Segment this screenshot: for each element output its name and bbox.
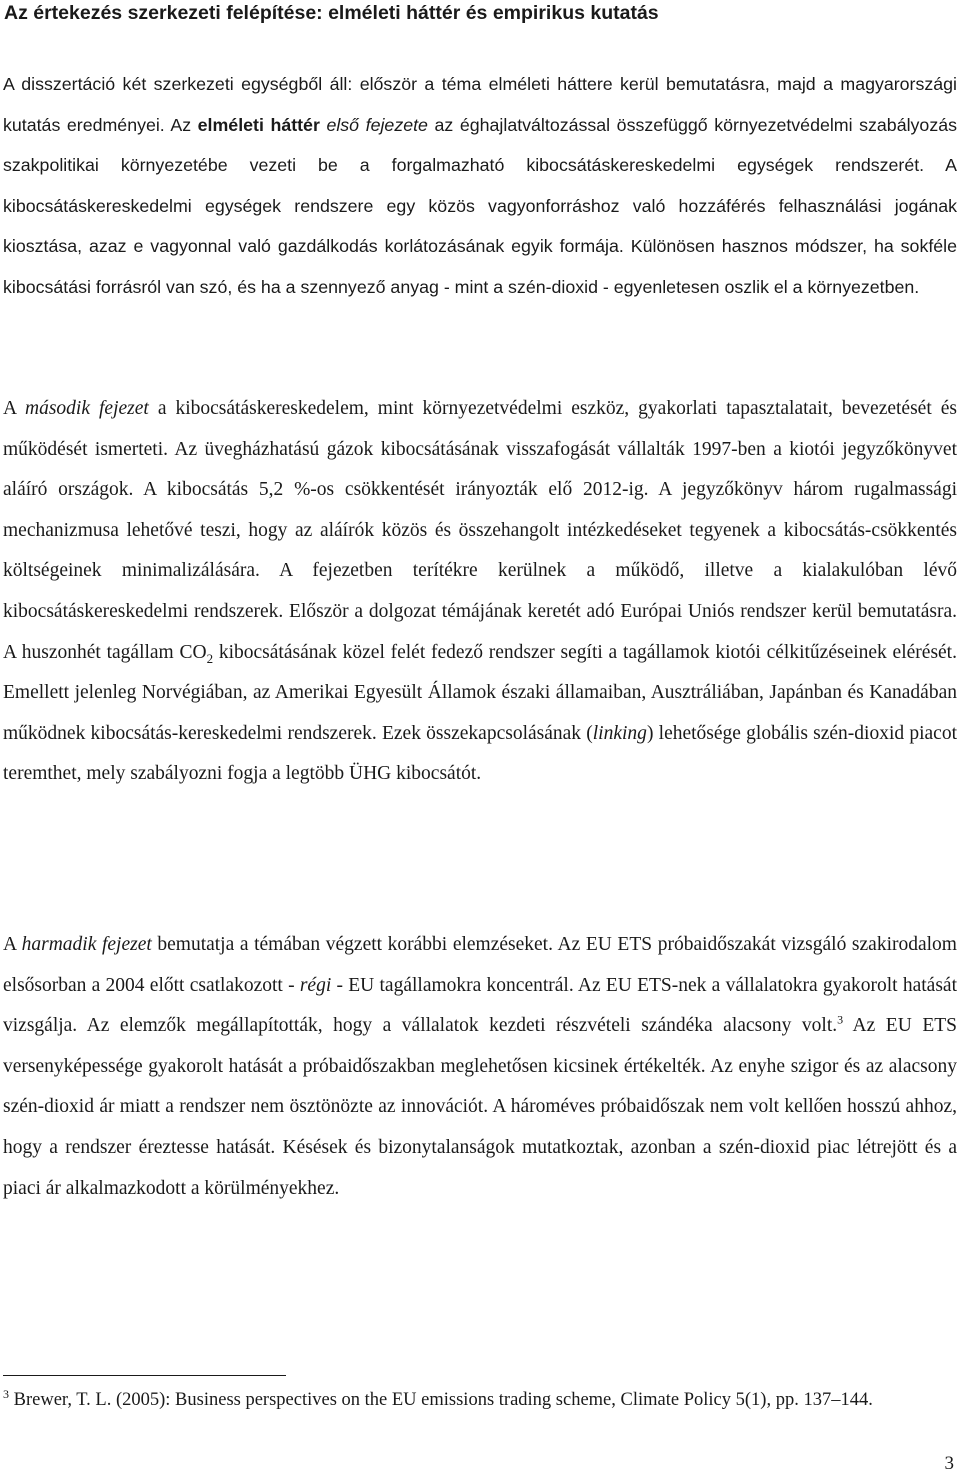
footnote (3, 1386, 957, 1414)
paragraph-second-chapter (3, 389, 957, 795)
footnote-separator (3, 1375, 286, 1376)
paragraph-text: A (3, 934, 22, 955)
paragraph-theoretical-background (3, 64, 957, 308)
italic-term: linking (592, 722, 647, 744)
paragraph-text: - EU tagállamokra koncentrál. Az EU ETS-nek a vállalatokra gyakorolt hatását vizsgálja. Az elemzők megállapították, hogy a vállalatok kezdeti részvételi szándéka alacsony volt. (3, 974, 957, 1037)
footnote-reference: 3 (837, 1012, 844, 1027)
paragraph-third-chapter (3, 925, 957, 1209)
italic-term: második fejezet (25, 398, 149, 419)
paragraph-text: kibocsátásának közel felét fedező rendszer segíti a tagállamok kiotói célkitűzéseinek elérését. Emellett jelenleg Norvégiában, az Amerikai Egyesült Államok északi államaiban, Ausztráliában, Japánban és Kanadában működnek kibocsátás-kereskedelmi rendszerek. Ezek összekapcsolásának ( (3, 641, 957, 744)
italic-term: régi (299, 974, 332, 996)
page-number: 3 (944, 1453, 954, 1474)
italic-term: első fejezete (326, 114, 428, 135)
paragraph-text: ) lehetősége globális szén-dioxid piacot teremthet, mely szabályozni fogja a legtöbb ÜHG kibocsátót. (3, 722, 957, 785)
paragraph-text: bemutatja a témában végzett korábbi elemzéseket. Az EU ETS próbaidőszakát vizsgáló szakirodalom elsősorban a 2004 előtt csatlakozott - (3, 934, 957, 996)
footnote-text: Brewer, T. L. (2005): Business perspectives on the EU emissions trading scheme, Climate Policy 5(1), pp. 137–144. (9, 1390, 873, 1410)
paragraph-text: az éghajlatváltozással összefüggő környezetvédelmi szabályozás szakpolitikai környezetébe vezeti be a forgalmazható kibocsátáskereskedelmi egységek rendszerét. A kibocsátáskereskedelmi egységek rendszere egy közös vagyonforráshoz való hozzáférés felhasználási jogának kiosztása, azaz e vagyonnal való gazdálkodás korlátozásának egyik formája. Különösen hasznos módszer, ha sokféle kibocsátási forrásról van szó, és ha a szennyező anyag - mint a szén-dioxid - egyenletesen oszlik el a környezetben. (3, 114, 957, 297)
paragraph-text: A (3, 398, 26, 419)
paragraph-text: A disszertáció két szerkezeti egységből áll: először a téma elméleti háttere kerül bemutatásra, majd a magyarországi kutatás eredményei. Az (3, 74, 957, 135)
footnote-marker: 3 (3, 1386, 9, 1401)
subscript: 2 (206, 650, 214, 666)
paragraph-text: a kibocsátáskereskedelem, mint környezetvédelmi eszköz, gyakorlati tapasztalatait, bevezetését és működését ismerteti. Az üvegházhatású gázok kibocsátásának visszafogását vállalták 1997-ben a kiotói jegyzőkönyvet aláíró országok. A kibocsátás 5,2 %-os csökkentését irányozták elő 2012-ig. A jegyzőkönyv három rugalmassági mechanizmusa lehetővé teszi, hogy az aláírók közös és összehangolt intézkedéseket tegyenek a kibocsátás-csökkentés költségeinek minimalizálására. A fejezetben terítékre kerülnek a működő, illetve a kialakulóban lévő kibocsátáskereskedelmi rendszerek. Először a dolgozat témájának keretét adó Európai Uniós rendszer kerül bemutatásra. A huszonhét tagállam CO (3, 398, 957, 663)
bold-term: elméleti háttér (197, 114, 320, 135)
italic-term: harmadik fejezet (21, 934, 152, 955)
paragraph-text: Az EU ETS versenyképessége gyakorolt hatását a próbaidőszakban meglehetősen kicsinek értékelték. Az enyhe szigor és az alacsony szén-dioxid ár miatt a rendszer nem ösztönözte az innovációt. A hároméves próbaidőszak nem volt kellően hosszú ahhoz, hogy a rendszer éreztesse hatását. Késések és bizonytalanságok mutatkoztak, azonban a szén-dioxid piac létrejött és a piaci ár alkalmazkodott a körülményekhez. (3, 1015, 957, 1199)
section-title: Az értekezés szerkezeti felépítése: elméleti háttér és empirikus kutatás (4, 2, 659, 24)
